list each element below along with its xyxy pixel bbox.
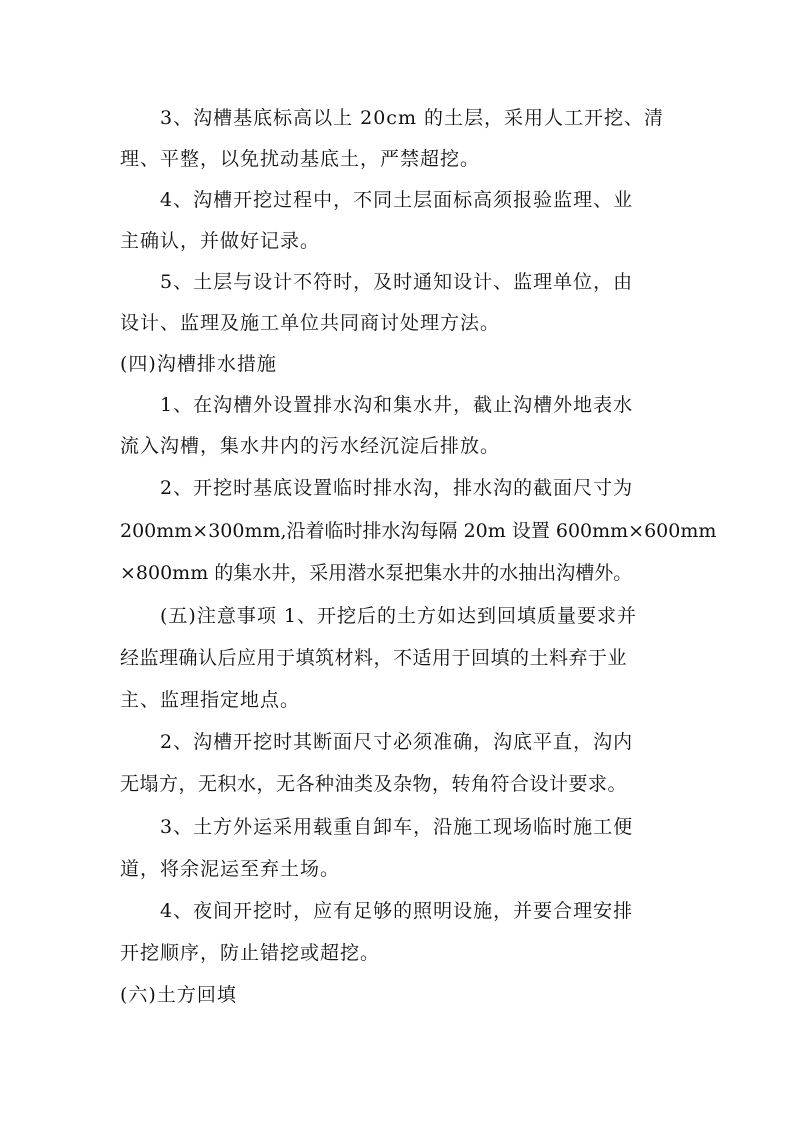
paragraph-line: 道，将余泥运至弃土场。 xyxy=(120,858,341,880)
paragraph-line: 主确认，并做好记录。 xyxy=(120,230,321,252)
paragraph-line: 设计、监理及施工单位共同商讨处理方法。 xyxy=(120,312,501,334)
paragraph-line: ×800mm 的集水井，采用潜水泵把集水井的水抽出沟槽外。 xyxy=(120,562,633,584)
paragraph-line: 3、土方外运采用载重自卸车，沿施工现场临时施工便 xyxy=(160,816,634,838)
paragraph-line: 2、开挖时基底设置临时排水沟，排水沟的截面尺寸为 xyxy=(160,477,634,499)
section-heading: (六)土方回填 xyxy=(120,984,237,1006)
paragraph-line: 200mm×300mm,沿着临时排水沟每隔 20m 设置 600mm×600mm xyxy=(120,520,717,542)
paragraph-line: 无塌方，无积水，无各种油类及杂物，转角符合设计要求。 xyxy=(120,773,628,795)
paragraph-line: 经监理确认后应用于填筑材料，不适用于回填的土料弃于业 xyxy=(120,647,628,669)
paragraph-line: 理、平整，以免扰动基底土，严禁超挖。 xyxy=(120,148,481,170)
paragraph-line: 1、在沟槽外设置排水沟和集水井，截止沟槽外地表水 xyxy=(160,394,634,416)
paragraph-line: 4、夜间开挖时，应有足够的照明设施，并要合理安排 xyxy=(160,900,634,922)
paragraph-line: (五)注意事项 1、开挖后的土方如达到回填质量要求并 xyxy=(160,605,637,627)
paragraph-line: 5、土层与设计不符时，及时通知设计、监理单位，由 xyxy=(160,271,634,293)
paragraph-line: 2、沟槽开挖时其断面尺寸必须准确，沟底平直，沟内 xyxy=(160,731,634,753)
paragraph-line: 3、沟槽基底标高以上 20cm 的土层，采用人工开挖、清 xyxy=(160,107,665,129)
section-heading: (四)沟槽排水措施 xyxy=(120,353,277,375)
paragraph-line: 主、监理指定地点。 xyxy=(120,689,301,711)
paragraph-line: 开挖顺序，防止错挖或超挖。 xyxy=(120,942,381,964)
paragraph-line: 流入沟槽，集水井内的污水经沉淀后排放。 xyxy=(120,435,501,457)
paragraph-line: 4、沟槽开挖过程中，不同土层面标高须报验监理、业 xyxy=(160,189,634,211)
